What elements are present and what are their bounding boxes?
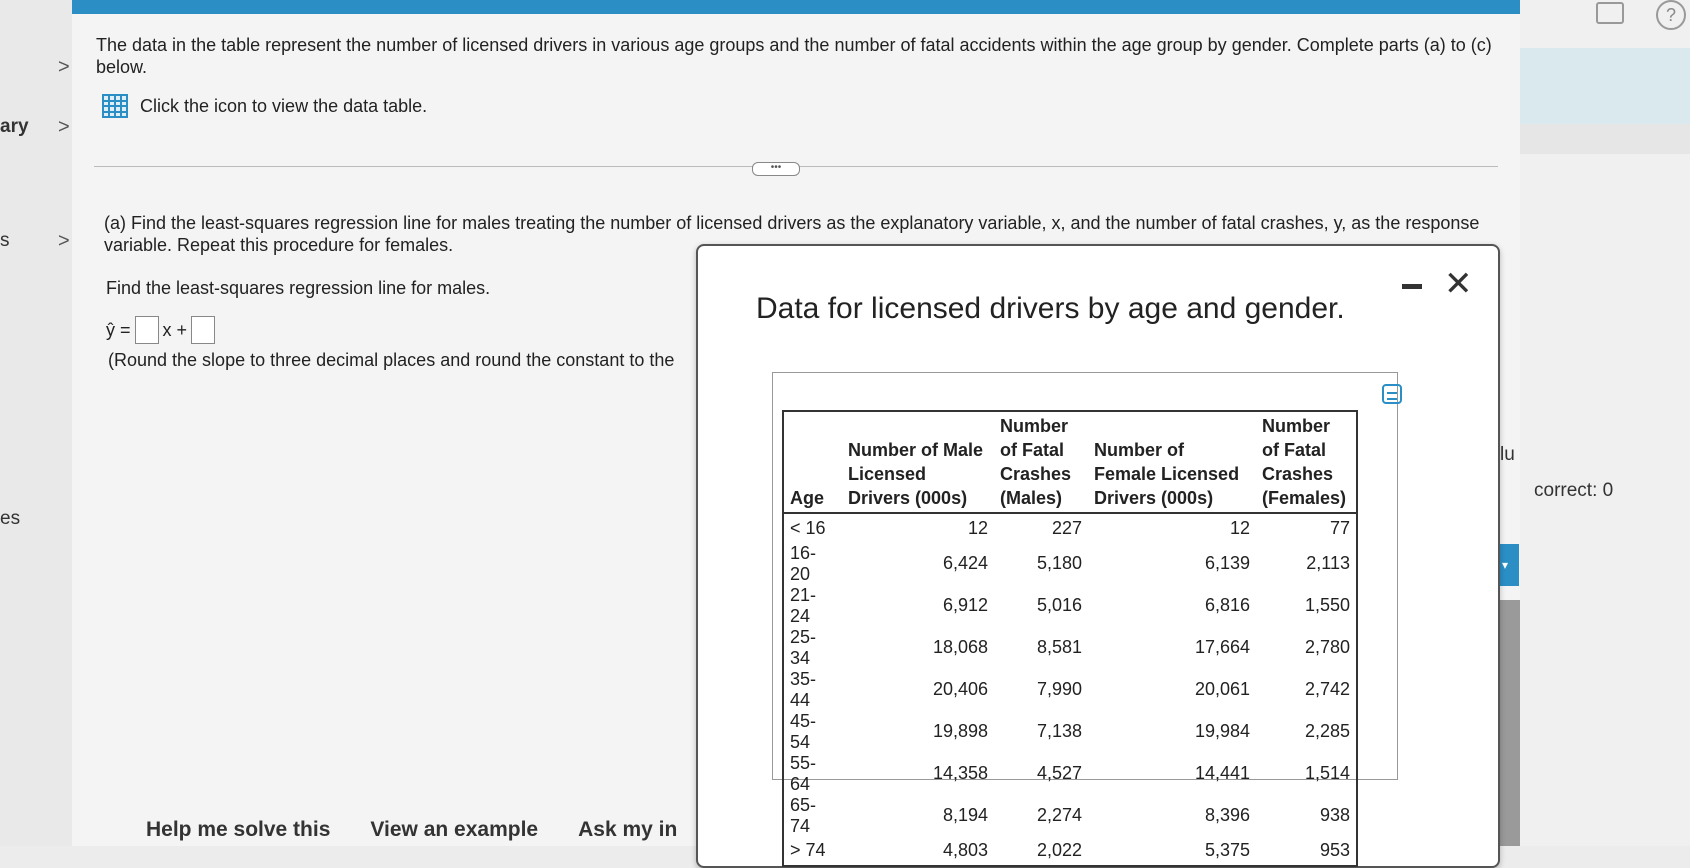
table-cell: 1,550 [1304,595,1350,615]
slope-input[interactable] [135,316,159,344]
constant-input[interactable] [191,316,215,344]
minimize-icon[interactable] [1402,284,1422,289]
driver-data-table [782,410,1358,867]
print-icon[interactable] [1596,2,1624,24]
view-example-button[interactable]: View an example [370,818,539,841]
table-row [783,543,1357,585]
nav-chevron-library[interactable]: > [58,116,70,138]
header-female-crashes: Number of Fatal Crashes (Females) [1256,411,1357,513]
table-cell: 5,375 [1204,840,1250,861]
table-cell: 2,022 [1036,840,1082,861]
table-cell: 17,664 [1194,637,1250,657]
header-age: Age [783,411,842,513]
table-row [783,513,1357,543]
table-cell: 1,514 [1304,763,1350,783]
y-hat-label: ŷ = [106,319,131,340]
table-cell: 6,424 [942,553,988,573]
table-cell: 4,803 [942,840,988,861]
table-cell: 938 [1319,805,1350,825]
table-cell: 8,194 [942,805,988,825]
table-cell: 7,138 [1036,721,1082,741]
table-cell: 5,180 [1036,553,1082,573]
regression-equation [106,316,215,344]
table-cell: 953 [1319,840,1350,861]
table-cell: 2,113 [1306,553,1350,573]
nav-item-es[interactable]: es [0,508,21,529]
help-icon[interactable]: ? [1656,0,1686,30]
table-cell: 8,396 [1204,805,1250,825]
top-accent-bar [72,0,1520,14]
right-panel [1520,0,1690,846]
table-cell: < 16 [790,517,826,538]
table-row [783,585,1357,627]
table-cell: 35-44 [790,668,817,710]
header-male-drivers: Number of Male Licensed Drivers (000s) [842,411,994,513]
data-table-dialog [696,244,1500,868]
table-row [783,753,1357,795]
nav-item-s[interactable]: s [0,230,10,251]
table-cell: 14,441 [1194,763,1250,783]
table-cell: 2,742 [1304,679,1350,699]
part-a-instructions: (a) Find the least-squares regression line for males treating the number of licensed drivers as the explanatory variable, x, and the number of fatal crashes, y, as the response variable. Repeat this procedure for females. [104,213,1480,255]
table-cell: 65-74 [790,794,817,836]
table-cell: 45-54 [790,710,817,752]
table-cell: 2,780 [1304,637,1350,657]
bottom-actions [146,818,677,842]
find-males-text: Find the least-squares regression line for males. [106,278,491,298]
table-cell: 6,139 [1204,553,1250,573]
table-cell: 4,527 [1036,763,1082,783]
table-cell: 21-24 [790,584,817,626]
x-plus-label: x + [162,319,188,340]
table-header-row [783,411,1357,513]
table-cell: 227 [1051,517,1082,538]
ask-instructor-button[interactable]: Ask my in [578,818,678,841]
nav-chevron-top[interactable]: > [58,56,70,78]
copy-table-icon[interactable] [1382,384,1402,404]
table-cell: > 74 [790,840,826,861]
table-row [783,837,1357,867]
table-cell: 12 [1229,517,1250,538]
data-table-link[interactable] [102,94,427,118]
table-link-text: Click the icon to view the data table. [140,95,428,116]
help-me-solve-button[interactable]: Help me solve this [146,818,331,841]
close-icon[interactable]: ✕ [1444,265,1473,303]
table-cell: 20,061 [1194,679,1250,699]
nav-chevron-s[interactable]: > [58,230,70,252]
table-cell: 19,984 [1194,721,1250,741]
table-cell: 8,581 [1036,637,1082,657]
right-panel-band [1520,124,1690,154]
table-row [783,795,1357,837]
table-cell: 2,285 [1304,721,1350,741]
table-cell: 77 [1329,517,1350,538]
table-cell: 20,406 [932,679,988,699]
rounding-instructions: (Round the slope to three decimal places and round the constant to the [108,350,675,370]
table-cell: 14,358 [932,763,988,783]
table-cell: 2,274 [1036,805,1082,825]
table-cell: 5,016 [1036,595,1082,615]
dialog-title: Data for licensed drivers by age and gender. [756,292,1345,325]
table-cell: 6,816 [1204,595,1250,615]
table-cell: 6,912 [942,595,988,615]
table-cell: 12 [967,517,988,538]
header-male-crashes: Number of Fatal Crashes (Males) [994,411,1088,513]
table-cell: 19,898 [932,721,988,741]
table-cell: 25-34 [790,626,817,668]
question-intro: The data in the table represent the number of licensed drivers in various age groups and the number of fatal accidents within the age group by gender. Complete parts (a) to (c) below. [96,35,1492,77]
table-cell: 18,068 [932,637,988,657]
table-row [783,669,1357,711]
right-panel-highlight [1520,48,1690,124]
table-cell: 55-64 [790,752,817,794]
table-grid-icon[interactable] [102,94,128,118]
table-cell: 16-20 [790,542,817,584]
header-female-drivers: Number of Female Licensed Drivers (000s) [1088,411,1256,513]
table-row [783,711,1357,753]
dropdown-button[interactable]: ▾ [1491,544,1519,586]
nav-item-library[interactable]: ary [0,116,29,137]
right-panel-label: lu [1500,444,1515,465]
expand-button[interactable]: ••• [752,162,800,176]
correct-count: correct: 0 [1534,480,1614,501]
table-row [783,627,1357,669]
table-cell: 7,990 [1036,679,1082,699]
